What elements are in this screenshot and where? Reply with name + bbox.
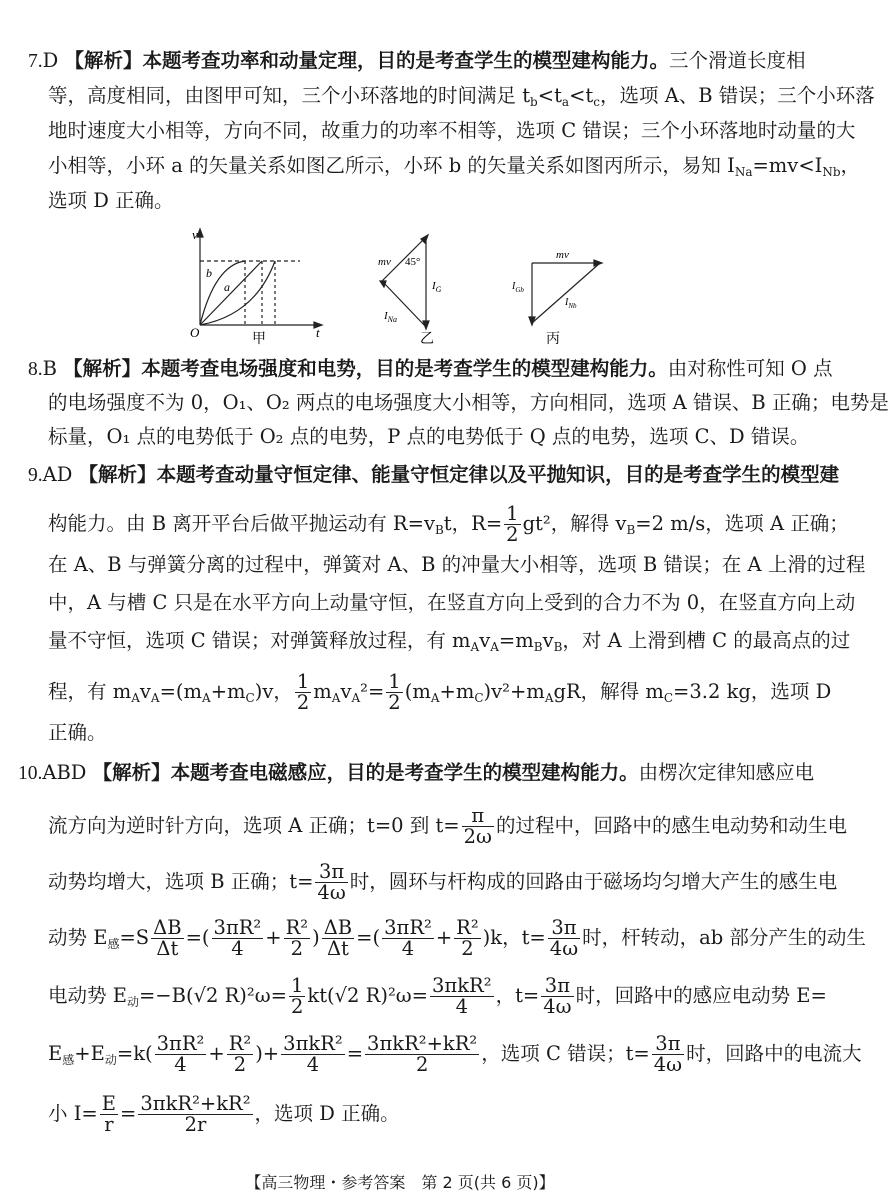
yi-arrow-2 (423, 321, 429, 329)
label-jia: 甲 (252, 332, 266, 347)
yi-mv-label: mv (378, 256, 391, 268)
bing-inb-label: $I_{Nb}$ (565, 297, 577, 310)
q10-line-5: 电动势 $E_动=-B(√2$ R)²ω= $\frac{1}{2}$ kt(√2 R)²ω= $\frac{\text{3πkR²}}{4}$ ，t= $\frac{3\pi}{4\omega}$ 时，回路中的感应电动势 E= (48, 974, 827, 1018)
q10-line-2: 流方向为逆时针方向，选项 A 正确；t=0 到 t= $\frac{\pi}{2\omega}$ 的过程中，回路中的感生电动势和动生电 (48, 804, 847, 848)
q9-line-3: 在 A、B 与弹簧分离的过程中，弹簧对 A、B 的冲量大小相等，选项 B 错误；在 A 上滑的过程 (48, 553, 866, 576)
q7-line-1: 7.D 【解析】本题考查功率和动量定理，目的是考查学生的模型建构能力。三个滑道长度相 (28, 49, 806, 72)
frac-half: $\frac{1}{2}$ (506, 502, 519, 546)
q7-line-5: 选项 D 正确。 (48, 189, 174, 212)
label-b: b (206, 266, 212, 280)
yi-arrow-1 (421, 235, 428, 243)
q7-line-2: 等，高度相同，由图甲可知，三个小环落地的时间满足 $t_b<t_a<t_c$，选项 A、B 错误；三个小环落 (48, 84, 875, 109)
q9-line-4: 中，A 与槽 C 只是在水平方向上动量守恒，在竖直方向上受到的合力不为 0，在竖直方向上动 (48, 591, 856, 614)
label-o: O (190, 325, 200, 340)
yi-angle-label: 45° (405, 256, 421, 268)
q7-line-4: 小相等，小环 a 的矢量关系如图乙所示，小环 b 的矢量关系如图丙所示，易知 $I_{Na}=mv<I_{Nb}$， (48, 154, 861, 179)
q9-line-6: 程，有 $m_Av_A=(m_A+m_C)v$， $\frac{1}{2}$ $m_Av_A^2=$ $\frac{1}{2}$ $(m_A+m_C)v^2+m_AgR$，解得 $m_C=3.2$ kg，选项 D (48, 670, 832, 714)
q10-line-7: 小 I= $\frac{E}{r}$ = $\frac{\text{3πkR²+kR²}}{2r}$ ，选项 D 正确。 (48, 1092, 400, 1136)
label-yi: 乙 (420, 332, 434, 347)
q7-figures (0, 225, 800, 345)
figure-jia (197, 229, 322, 328)
q9-line-7: 正确。 (48, 721, 107, 744)
yi-ig-label: $I_G$ (432, 280, 442, 294)
q10-line-4: 动势 $E_感=S$ $\frac{\Delta B}{\Delta t}$ =( $\frac{\text{3πR²}}{4}$ + $\frac{\text{R²}}{2}$ ) $\frac{\Delta B}{\Delta t}$ =( $\frac{\text{3πR²}}{4}$ + $\frac{\text{R²}}{2}$ )k，t= $\frac{3\pi}{4\omega}$ 时，杆转动，ab 部分产生的动生 (48, 916, 866, 960)
frac-half-3: $\frac{1}{2}$ (388, 670, 401, 714)
v-axis-arrow (197, 229, 203, 237)
page-footer: 【高三物理・参考答案 第 2 页(共 6 页)】 (245, 1173, 555, 1192)
bing-arrow-1 (594, 260, 602, 266)
yi-ina-label: $I_{Na}$ (384, 310, 398, 324)
frac-half-2: $\frac{1}{2}$ (296, 670, 310, 714)
label-v: v (192, 227, 198, 242)
label-a: a (224, 280, 230, 294)
q8-line-1: 8.B 【解析】本题考查电场强度和电势，目的是考查学生的模型建构能力。由对称性可知 O 点 (28, 357, 833, 380)
q8-line-3: 标量，O₁ 点的电势低于 O₂ 点的电势，P 点的电势低于 Q 点的电势，选项 C、D 错误。 (48, 425, 810, 448)
label-bing: 丙 (546, 332, 560, 347)
bing-mv-label: mv (556, 249, 569, 261)
yi-arrow-3 (380, 281, 386, 287)
q10-line-1: 10.ABD 【解析】本题考查电磁感应，目的是考查学生的模型建构能力。由楞次定律知感应电 (18, 761, 815, 784)
q8-line-2: 的电场强度不为 0，O₁、O₂ 两点的电场强度大小相等，方向相同，选项 A 错误、B 正确；电势是 (48, 391, 889, 414)
q7-line-3: 地时速度大小相等，方向不同，故重力的功率不相等，选项 C 错误；三个小环落地时动量的大 (48, 119, 856, 142)
q9-line-2: 构能力。由 B 离开平台后做平抛运动有 $R=v_Bt$，R= $\frac{1}{2}$ gt²，解得 $v_B=2$ m/s，选项 A 正确； (48, 502, 849, 546)
bing-arrow-2 (529, 317, 535, 325)
figure-bing (529, 260, 602, 325)
bing-in (532, 263, 600, 323)
q9-line-1: 9.AD 【解析】本题考查动量守恒定律、能量守恒定律以及平抛知识，目的是考查学生的模型建 (28, 463, 840, 486)
q10-line-6: $E_感+E_动=k$( $\frac{\text{3πR²}}{4}$ + $\frac{\text{R²}}{2}$ )+ $\frac{\text{3πkR²}}{4}$ = $\frac{\text{3πkR²+kR²}}{2}$ ，选项 C 错误；t= $\frac{3\pi}{4\omega}$ 时，回路中的电流大 (48, 1032, 862, 1076)
label-t: t (316, 325, 320, 340)
q9-line-5: 量不守恒，选项 C 错误；对弹簧释放过程，有 $m_Av_A=m_Bv_B$，对 A 上滑到槽 C 的最高点的过 (48, 629, 851, 654)
q10-line-3: 动势均增大，选项 B 正确；t= $\frac{3\pi}{4\omega}$ 时，圆环与杆构成的回路由于磁场均匀增大产生的感生电 (48, 860, 838, 904)
bing-ig-label: $I_{Gb}$ (512, 281, 524, 294)
